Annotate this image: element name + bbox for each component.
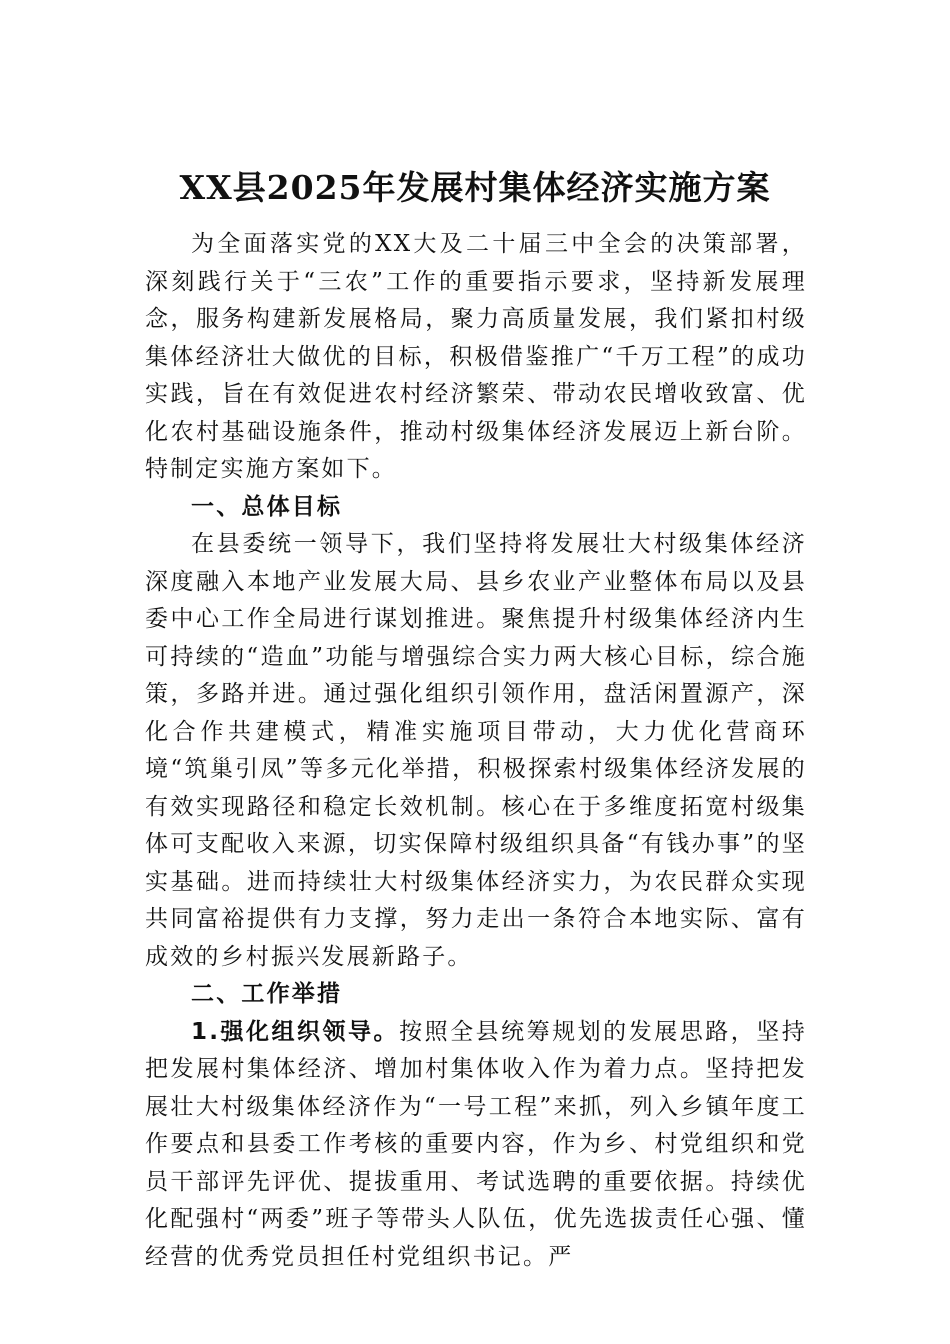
section-paragraph-organization-leadership: [145, 1014, 807, 1277]
intro-paragraph: 为全面落实党的XX大及二十届三中全会的决策部署，深刻践行关于“三农”工作的重要指示要求，坚持新发展理念，服务构建新发展格局，聚力高质量发展，我们紧扣村级集体经济壮大做优的目标，积极借鉴推广“千万工程”的成功实践，旨在有效促进农村经济繁荣、带动农民增收致富、优化农村基础设施条件，推动村级集体经济发展迈上新台阶。特制定实施方案如下。: [145, 231, 807, 482]
section-heading-overall-goal: 一、总体目标: [191, 493, 343, 520]
section-paragraph-overall-goal: 在县委统一领导下，我们坚持将发展壮大村级集体经济深度融入本地产业发展大局、县乡农业产业整体布局以及县委中心工作全局进行谋划推进。聚焦提升村级集体经济内生可持续的“造血”功能与增强综合实力两大核心目标，综合施策，多路并进。通过强化组织引领作用，盘活闲置源产，深化合作共建模式，精准实施项目带动，大力优化营商环境“筑巢引凤”等多元化举措，积极探索村级集体经济发展的有效实现路径和稳定长效机制。核心在于多维度拓宽村级集体可支配收入来源，切实保障村级组织具备“有钱办事”的坚实基础。进而持续壮大村级集体经济实力，为农民群众实现共同富裕提供有力支撑，努力走出一条符合本地实际、富有成效的乡村振兴发展新路子。: [145, 531, 807, 970]
item-body-organization-leadership: 按照全县统筹规划的发展思路，坚持把发展村集体经济、增加村集体收入作为着力点。坚持把发展壮大村级集体经济作为“一号工程”来抓，列入乡镇年度工作要点和县委工作考核的重要内容，作为乡、村党组织和党员干部评先评优、提拔重用、考试选聘的重要依据。持续优化配强村“两委”班子等带头人队伍，优先选拔责任心强、懂经营的优秀党员担任村党组织书记。严: [145, 1018, 807, 1270]
item-heading-organization-leadership: 1.强化组织领导。: [191, 1018, 400, 1045]
document-body: [145, 226, 807, 1276]
document-title: XX县2025年发展村集体经济实施方案: [179, 168, 771, 207]
section-heading-work-measures: 二、工作举措: [191, 981, 343, 1007]
